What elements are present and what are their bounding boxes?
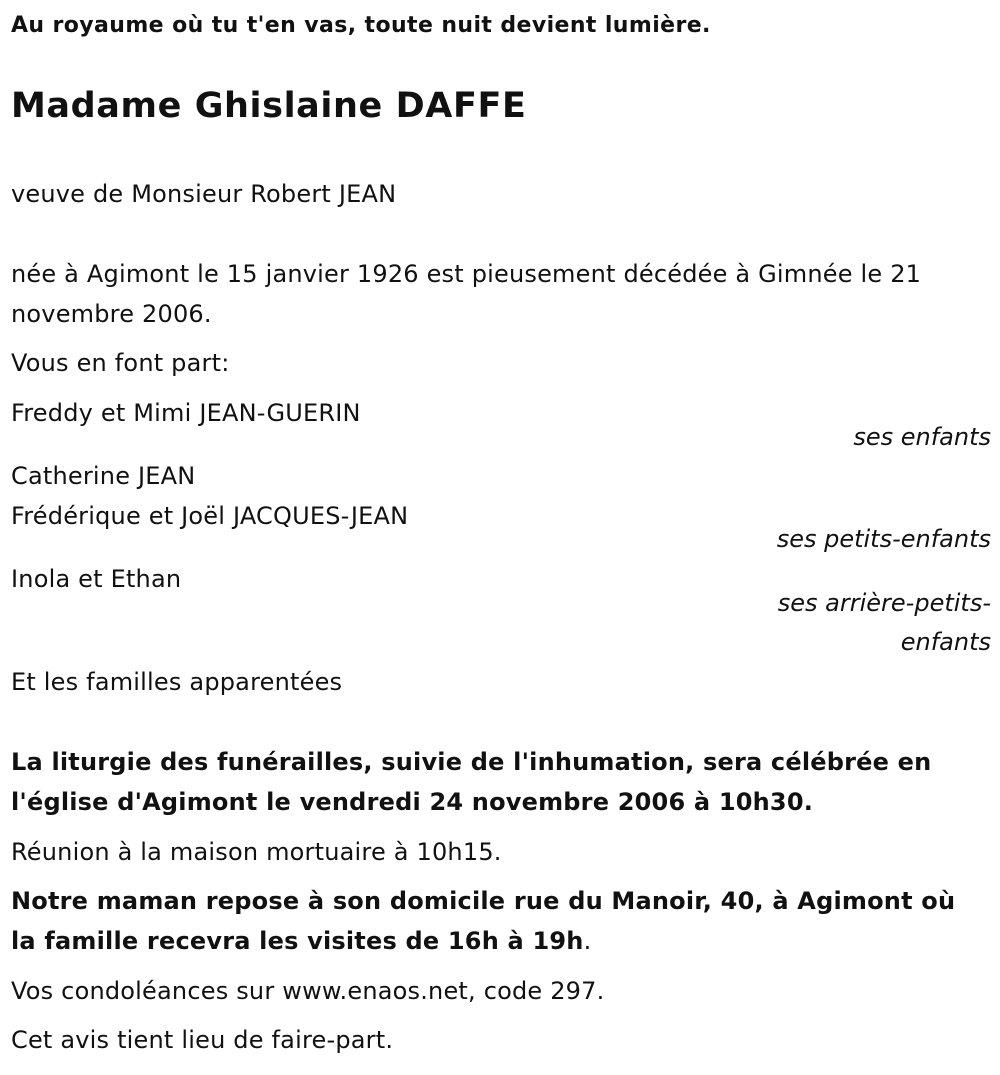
liturgy-line-1: La liturgie des funérailles, suivie de l'inhumation, sera célébrée en <box>11 748 932 776</box>
liturgy-line-2: l'église d'Agimont le vendredi 24 novembre 2006 à 10h30. <box>11 788 814 816</box>
grandchildren-role: ses petits-enfants <box>776 525 991 553</box>
rest-line-1: Notre maman repose à son domicile rue du Manoir, 40, à Agimont où <box>11 887 956 915</box>
widow-of: veuve de Monsieur Robert JEAN <box>11 180 397 208</box>
birth-death-line-1: née à Agimont le 15 janvier 1926 est pieusement décédée à Gimnée le 21 <box>11 260 922 288</box>
great-grandchildren-role-2: enfants <box>900 628 991 656</box>
children-names: Freddy et Mimi JEAN-GUERIN <box>11 399 361 427</box>
great-grandchildren-names: Inola et Ethan <box>11 565 182 593</box>
notice: Cet avis tient lieu de faire-part. <box>11 1026 394 1054</box>
rest-line-2-end: . <box>583 927 592 955</box>
relatives: Et les familles apparentées <box>11 668 343 696</box>
children-role: ses enfants <box>853 423 991 451</box>
grandchildren-name-2: Frédérique et Joël JACQUES-JEAN <box>11 502 409 530</box>
birth-death-line-2: novembre 2006. <box>11 300 212 328</box>
motto: Au royaume où tu t'en vas, toute nuit devient lumière. <box>11 13 711 38</box>
announce: Vous en font part: <box>11 349 230 377</box>
rest-line-2: la famille recevra les visites de 16h à 19h <box>11 927 584 955</box>
grandchildren-name-1: Catherine JEAN <box>11 462 196 490</box>
meeting: Réunion à la maison mortuaire à 10h15. <box>11 838 502 866</box>
great-grandchildren-role-1: ses arrière-petits- <box>777 589 991 617</box>
deceased-name: Madame Ghislaine DAFFE <box>11 86 527 126</box>
rest-line-2-wrapper <box>11 921 591 961</box>
condolences: Vos condoléances sur www.enaos.net, code 297. <box>11 977 605 1005</box>
